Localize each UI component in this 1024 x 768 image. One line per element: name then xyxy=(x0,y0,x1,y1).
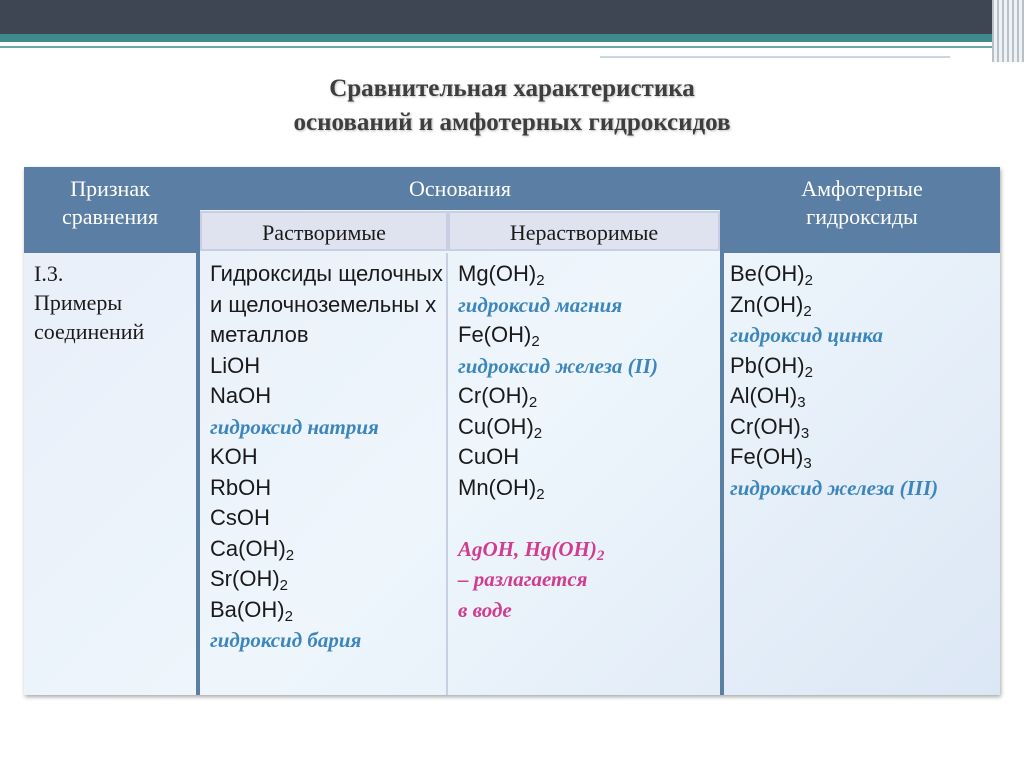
compound-text: Sr(OH) xyxy=(210,566,280,591)
compound-line xyxy=(210,381,446,412)
compound-line xyxy=(458,259,716,290)
compound-text: Cr(OH) xyxy=(458,383,529,408)
compound-text: – разлагается xyxy=(458,567,588,591)
compound-text: Fe(OH) xyxy=(458,322,532,347)
subscript: 2 xyxy=(536,272,545,289)
compound-line xyxy=(210,595,446,626)
subheader-rastvorimye: Растворимые xyxy=(200,211,448,251)
compound-line xyxy=(210,503,446,534)
title-line-2: оснований и амфотерных гидроксидов xyxy=(293,109,731,136)
column-divider-1 xyxy=(196,253,200,695)
compound-line xyxy=(210,625,446,656)
compound-line xyxy=(458,595,716,626)
compound-text: KOH xyxy=(210,444,258,469)
compound-line xyxy=(458,351,716,382)
decor-stripes xyxy=(992,0,1024,62)
compound-line xyxy=(730,290,998,321)
compound-text: CsOH xyxy=(210,505,270,530)
header-divider-right xyxy=(720,167,724,253)
compound-text: LiOH xyxy=(210,352,261,378)
header-priznak xyxy=(24,167,196,253)
subscript: 2 xyxy=(528,394,538,411)
header-amfoternye xyxy=(724,167,1000,253)
compound-line xyxy=(210,534,446,565)
compound-text: гидроксид железа (II) xyxy=(458,353,658,378)
compound-text: Al(OH) xyxy=(730,383,798,408)
subscript: 2 xyxy=(531,333,540,350)
compound-line xyxy=(458,534,716,565)
compound-line xyxy=(458,473,716,504)
compound-line xyxy=(730,412,998,443)
compound-text: гидроксид натрия xyxy=(210,414,379,439)
compound-text: в воде xyxy=(458,597,512,622)
subscript: 2 xyxy=(536,485,545,503)
header-priznak-line1: Признак xyxy=(70,176,150,201)
compound-line xyxy=(210,351,446,382)
compound-text: Mg(OH) xyxy=(458,261,537,286)
cell-amfoternye xyxy=(730,259,998,503)
row-label-line: I.3. xyxy=(34,261,64,286)
compound-line xyxy=(458,381,716,412)
subscript: 3 xyxy=(803,455,812,472)
subscript: 2 xyxy=(596,547,605,564)
column-divider-2 xyxy=(446,253,448,695)
subscript: 2 xyxy=(803,302,812,320)
compound-line xyxy=(458,564,716,595)
compound-text: Be(OH) xyxy=(730,261,805,286)
compound-line xyxy=(210,259,446,351)
compound-text: гидроксид магния xyxy=(458,292,623,317)
compound-line xyxy=(458,290,716,321)
header-priznak-line2: сравнения xyxy=(61,204,159,229)
compound-text: Fe(OH) xyxy=(730,444,804,469)
compound-text: AgOH, Hg(OH) xyxy=(458,536,597,561)
compound-line xyxy=(458,442,716,473)
subscript: 2 xyxy=(804,363,813,381)
compound-line xyxy=(730,473,998,504)
compound-line xyxy=(210,412,446,443)
compound-text: гидроксид железа (III) xyxy=(730,475,939,500)
cell-rastvorimye xyxy=(210,259,446,656)
decor-line-short xyxy=(600,56,950,58)
subscript: 2 xyxy=(279,577,288,594)
compound-text: Ca(OH) xyxy=(210,535,286,561)
title-line-1: Сравнительная характеристика xyxy=(329,75,695,102)
header-amfoternye-line1: Амфотерные xyxy=(801,176,923,201)
compound-line xyxy=(210,442,446,473)
compound-line xyxy=(458,320,716,351)
compound-text: RbOH xyxy=(210,474,272,500)
compound-line xyxy=(730,381,998,412)
top-bar xyxy=(0,0,1024,34)
slide-title xyxy=(0,72,1024,140)
compound-text: NaOH xyxy=(210,383,272,408)
subscript: 3 xyxy=(800,424,810,442)
compound-text: CuOH xyxy=(458,444,520,469)
subheader-nerastvorimye: Нерастворимые xyxy=(448,211,720,251)
compound-text: гидроксид бария xyxy=(210,628,362,652)
subscript: 2 xyxy=(804,272,813,289)
compound-line xyxy=(730,351,998,382)
compound-text: Zn(OH) xyxy=(730,291,804,317)
header-osnovaniya: Основания xyxy=(200,167,720,210)
compound-text: Mn(OH) xyxy=(458,474,537,500)
compound-text: Pb(OH) xyxy=(730,352,805,378)
teal-strip xyxy=(0,34,1024,42)
compound-line xyxy=(730,259,998,290)
compound-line xyxy=(730,320,998,351)
subscript: 3 xyxy=(797,394,806,411)
header-amfoternye-line2: гидроксиды xyxy=(806,204,918,229)
row-label-cell xyxy=(34,259,194,346)
comparison-table xyxy=(24,167,1000,695)
subscript: 2 xyxy=(533,424,543,442)
column-divider-3 xyxy=(720,253,724,695)
compound-line xyxy=(458,412,716,443)
row-label-line: соединений xyxy=(34,319,145,344)
subscript: 2 xyxy=(285,546,295,564)
compound-text: Гидроксиды щелочных и щелочноземельны х металлов xyxy=(210,261,443,347)
compound-text: Cr(OH) xyxy=(730,413,801,439)
compound-text: Cu(OH) xyxy=(458,413,534,439)
cell-nerastvorimye xyxy=(458,259,716,625)
decor-line xyxy=(0,46,1000,48)
compound-text: Ba(OH) xyxy=(210,596,285,622)
compound-line xyxy=(458,503,716,534)
compound-line xyxy=(210,473,446,504)
compound-text: гидроксид цинка xyxy=(730,323,883,347)
compound-line xyxy=(730,442,998,473)
compound-line xyxy=(210,564,446,595)
subscript: 2 xyxy=(284,607,293,625)
row-label-line: Примеры xyxy=(34,290,123,315)
